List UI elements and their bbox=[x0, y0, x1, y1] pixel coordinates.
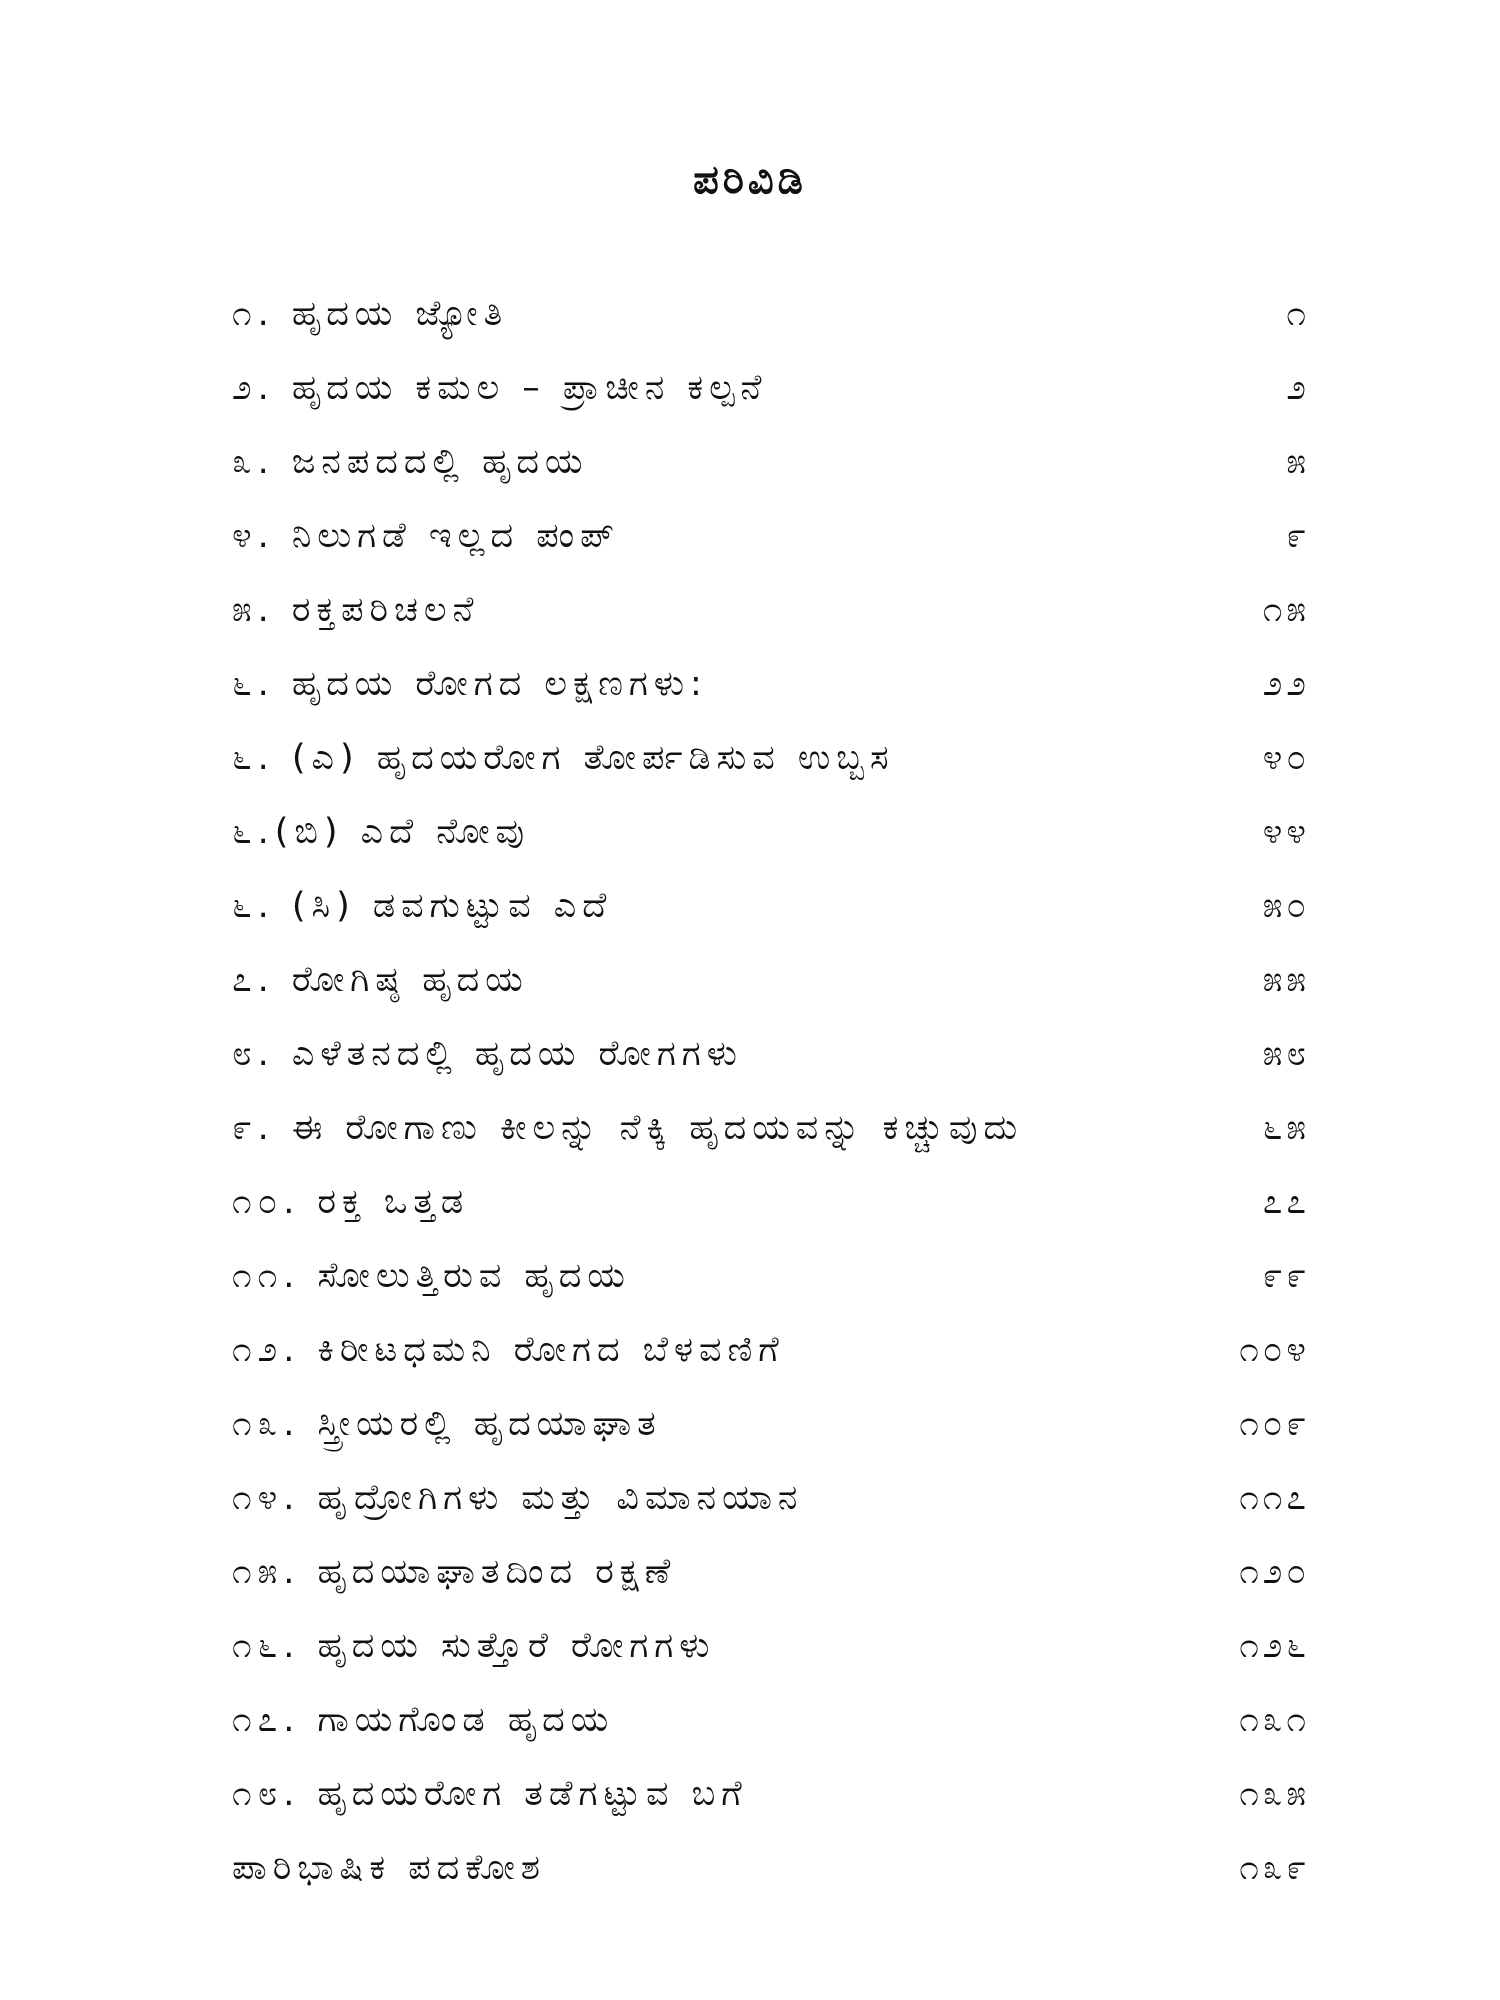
toc-entry bbox=[232, 1609, 1310, 1683]
toc-entry-title: ೧೬. ಹೃದಯ ಸುತ್ತೊರೆ ರೋಗಗಳು bbox=[232, 1626, 716, 1666]
toc-entry-page: ೨೨ bbox=[1262, 664, 1310, 704]
toc-entry bbox=[232, 647, 1310, 721]
toc-entry-page: ೫೮ bbox=[1262, 1034, 1310, 1074]
toc-entry-title: ಪಾರಿಭಾಷಿಕ ಪದಕೋಶ bbox=[232, 1848, 546, 1888]
toc-entry-page: ೬೫ bbox=[1262, 1108, 1310, 1148]
toc-entry-page: ೧೨೬ bbox=[1239, 1626, 1310, 1666]
toc-entry bbox=[232, 277, 1310, 351]
toc-entry-title: ೧೪. ಹೃದ್ರೋಗಿಗಳು ಮತ್ತು ವಿಮಾನಯಾನ bbox=[232, 1478, 804, 1518]
toc-entry-title: ೧೫. ಹೃದಯಾಘಾತದಿಂದ ರಕ್ಷಣೆ bbox=[232, 1552, 677, 1592]
toc-entry-title: ೬. (ಎ) ಹೃದಯರೋಗ ತೋರ್ಪಡಿಸುವ ಉಬ್ಬಸ bbox=[232, 738, 895, 778]
toc-entry bbox=[232, 1017, 1310, 1091]
toc-entry-page: ೧೦೪ bbox=[1239, 1330, 1310, 1370]
toc-entry-page: ೧೩೧ bbox=[1239, 1700, 1310, 1740]
toc-entry bbox=[232, 1683, 1310, 1757]
toc-entry bbox=[232, 943, 1310, 1017]
toc-entry-title: ೧೮. ಹೃದಯರೋಗ ತಡೆಗಟ್ಟುವ ಬಗೆ bbox=[232, 1774, 748, 1814]
toc-entry-title: ೯. ಈ ರೋಗಾಣು ಕೀಲನ್ನು ನೆಕ್ಕಿ ಹೃದಯವನ್ನು ಕಚ್ಚುವುದು bbox=[232, 1108, 1024, 1148]
toc-entry-page: ೧೩೯ bbox=[1239, 1848, 1310, 1888]
toc-entry-title: ೩. ಜನಪದದಲ್ಲಿ ಹೃದಯ bbox=[232, 442, 589, 482]
toc-entry-page: ೨ bbox=[1286, 368, 1310, 408]
toc-entry-title: ೧. ಹೃದಯ ಜ್ಯೋತಿ bbox=[232, 294, 509, 334]
table-of-contents bbox=[232, 277, 1310, 1905]
toc-entry bbox=[232, 869, 1310, 943]
toc-entry-page: ೯ bbox=[1286, 516, 1310, 556]
toc-entry bbox=[232, 1387, 1310, 1461]
toc-entry bbox=[232, 1757, 1310, 1831]
toc-entry-title: ೭. ರೋಗಿಷ್ಠ ಹೃದಯ bbox=[232, 960, 529, 1000]
toc-entry bbox=[232, 1461, 1310, 1535]
toc-entry-page: ೪೦ bbox=[1262, 738, 1310, 778]
toc-entry-title: ೬. ಹೃದಯ ರೋಗದ ಲಕ್ಷಣಗಳು: bbox=[232, 664, 708, 704]
toc-entry-title: ೧೦. ರಕ್ತ ಒತ್ತಡ bbox=[232, 1182, 470, 1222]
toc-entry bbox=[232, 1313, 1310, 1387]
toc-entry bbox=[232, 351, 1310, 425]
toc-entry-title: ೧೧. ಸೋಲುತ್ತಿರುವ ಹೃದಯ bbox=[232, 1256, 631, 1296]
toc-entry bbox=[232, 425, 1310, 499]
toc-entry bbox=[232, 1239, 1310, 1313]
toc-entry-page: ೫೦ bbox=[1262, 886, 1310, 926]
toc-entry bbox=[232, 499, 1310, 573]
toc-entry-page: ೭೭ bbox=[1262, 1182, 1310, 1222]
toc-entry-title: ೧೭. ಗಾಯಗೊಂಡ ಹೃದಯ bbox=[232, 1700, 615, 1740]
toc-entry bbox=[232, 573, 1310, 647]
page-title: ಪರಿವಿಡಿ bbox=[693, 157, 807, 203]
toc-entry-page: ೧೦೯ bbox=[1239, 1404, 1310, 1444]
toc-entry-page: ೫ bbox=[1286, 442, 1310, 482]
toc-entry-title: ೧೨. ಕಿರೀಟಧಮನಿ ರೋಗದ ಬೆಳವಣಿಗೆ bbox=[232, 1330, 785, 1370]
toc-entry-title: ೮. ಎಳೆತನದಲ್ಲಿ ಹೃದಯ ರೋಗಗಳು bbox=[232, 1034, 743, 1074]
toc-entry-page: ೫೫ bbox=[1262, 960, 1310, 1000]
toc-entry-title: ೫. ರಕ್ತಪರಿಚಲನೆ bbox=[232, 590, 480, 630]
toc-entry bbox=[232, 1165, 1310, 1239]
toc-entry-title: ೧೩. ಸ್ತ್ರೀಯರಲ್ಲಿ ಹೃದಯಾಘಾತ bbox=[232, 1404, 662, 1444]
toc-entry-page: ೧೨೦ bbox=[1239, 1552, 1310, 1592]
toc-entry-title: ೬.(ಬಿ) ಎದೆ ನೋವು bbox=[232, 812, 531, 852]
toc-entry-page: ೧ bbox=[1286, 294, 1310, 334]
toc-entry-page: ೧೩೫ bbox=[1239, 1774, 1310, 1814]
toc-entry-title: ೬. (ಸಿ) ಡವಗುಟ್ಟುವ ಎದೆ bbox=[232, 886, 613, 926]
toc-entry-page: ೪೪ bbox=[1262, 812, 1310, 852]
toc-entry-title: ೨. ಹೃದಯ ಕಮಲ – ಪ್ರಾಚೀನ ಕಲ್ಪನೆ bbox=[232, 368, 768, 408]
toc-entry bbox=[232, 1831, 1310, 1905]
toc-entry-page: ೧೫ bbox=[1262, 590, 1310, 630]
toc-entry bbox=[232, 1535, 1310, 1609]
toc-entry-page: ೧೧೭ bbox=[1239, 1478, 1310, 1518]
toc-entry bbox=[232, 1091, 1310, 1165]
toc-entry-page: ೯೯ bbox=[1262, 1256, 1310, 1296]
toc-entry bbox=[232, 795, 1310, 869]
toc-entry-title: ೪. ನಿಲುಗಡೆ ಇಲ್ಲದ ಪಂಪ್ bbox=[232, 516, 620, 556]
toc-entry bbox=[232, 721, 1310, 795]
